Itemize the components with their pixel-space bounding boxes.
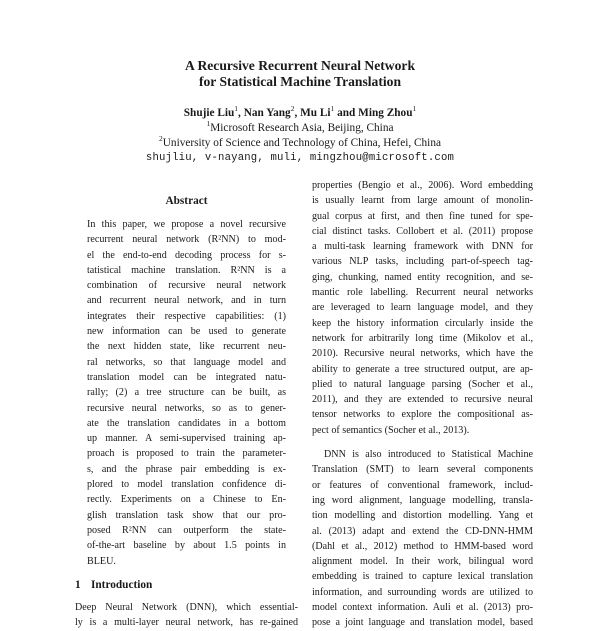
affiliation-1 [0,121,600,136]
text-line: ability to generate a tree structured output, are ap- [312,363,533,375]
text-line: recurrent neural network (R²NN) to mod- [87,234,286,246]
author-separator: and [334,107,359,119]
text-line: al. (2013) adapt and extend the CD-DNN-HMM [312,525,533,537]
text-line: keep the history information circularly inside the [312,317,533,329]
text-line: the next hidden state, like recurrent neu- [87,341,286,353]
author-affil-mark: 1 [330,104,335,114]
text-line: DNN is also introduced to Statistical Machine [324,449,533,461]
text-line: proach is proposed to train the parameter- [87,448,286,460]
text-line: ral networks, so that language model and [87,356,286,368]
author-separator: , [238,107,244,119]
text-line: (Dahl et al., 2012) method to HMM-based word [312,540,533,552]
text-line: 2011), and they are extended to recursive neural [312,394,533,406]
text-line: cial distinct tasks. Collobert et al. (2011) propose [312,225,533,237]
author-separator: , [294,107,301,119]
section-title: Introduction [91,578,153,591]
author-name: Nan Yang [243,107,291,119]
paragraph-1 [312,178,533,438]
text-line: and recurrent neural network, and in turn [87,295,286,307]
text-line: integrates their respective capabilities: (1) [87,310,286,322]
text-line: model context information. Auli et al. (2013) pro- [312,602,533,614]
text-line: rectly. Experiments on a Chinese to En- [87,494,286,506]
paragraph-gap [312,438,533,447]
text-line: is usually learnt from large amount of monolin- [312,195,533,207]
text-line: mantic role labelling. Recurrent neural networks [312,287,533,299]
text-line: gual corpus at first, and then fine tuned for spe- [312,210,533,222]
affil-text: Microsoft Research Asia, Beijing, China [210,122,394,134]
text-line: ging, chunking, named entity recognition, and se- [312,271,533,283]
text-line: s, and the phrase pair embedding is ex- [87,463,286,475]
right-column [312,178,533,631]
text-line: tensor networks to explore the compositional as- [312,409,533,421]
affil-mark: 2 [159,134,163,144]
introduction-body [75,600,298,631]
author-name: Shujie Liu [183,107,235,119]
text-line: or features of conventional framework, includ- [312,479,533,491]
text-line: embedding is trained to capture lexical translation [312,571,533,583]
text-line: In this paper, we propose a novel recursive [87,219,286,230]
text-line: information, and surrounding words are utilized to [312,586,533,598]
text-line: posed R²NN can outperform the state- [87,524,286,536]
author-affil-mark: 2 [290,104,295,114]
section-heading-introduction [75,577,298,593]
text-line: plored to model translation confidence di- [87,479,286,491]
text-line: el the end-to-end decoding process for s- [87,249,286,261]
text-line: rally; (2) a tree structure can be built, as [87,387,286,399]
author-name: Mu Li [300,107,331,119]
author-block [0,106,600,166]
affil-text: University of Science and Technology of China, Hefei, China [162,137,441,149]
affiliation-2 [0,136,600,151]
text-line: BLEU. [87,555,116,567]
title-line-1: A Recursive Recurrent Neural Network [184,58,416,73]
text-line: pose a joint language and translation model, based [312,617,533,629]
abstract-heading: Abstract [165,195,208,207]
text-line: up manner. A semi-supervised training ap- [87,433,286,445]
author-names [0,106,600,121]
text-line: translation model can be integrated natu- [87,371,286,383]
text-line: recursive neural networks, so as to gener- [87,402,286,414]
text-line: ing word alignment, language modelling, transla- [312,494,533,506]
author-affil-mark: 1 [234,104,239,114]
text-line: tion modelling and distortion modelling. Yang et [312,510,533,522]
text-line: Deep Neural Network (DNN), which essential- [75,601,298,613]
affil-mark: 1 [206,119,211,129]
paper-title [0,58,600,90]
paragraph-2 [312,447,533,631]
section-number: 1 [75,578,81,591]
text-line: network for arbitrarily long time (Mikolov et al., [312,332,533,344]
text-line: alignment model. In their work, bilingual word [312,556,533,568]
text-line: ly is a multi-layer neural network, has re-gained [75,617,298,629]
text-line: plied to natural language parsing (Socher et al., [312,378,533,390]
author-affil-mark: 1 [412,104,417,114]
text-line: tatistical machine translation. R²NN is a [87,264,286,276]
text-line: various NLP tasks, including part-of-speech tag- [312,256,533,268]
title-line-2: for Statistical Machine Translation [198,74,401,89]
author-name: Ming Zhou [358,107,413,119]
text-line: glish translation task show that our pro- [87,509,286,521]
text-line: new information can be used to generate [87,326,286,338]
text-line: pect of semantics (Socher et al., 2013). [312,424,470,436]
left-column [75,193,298,630]
abstract-body [75,217,298,569]
text-line: are leveraged to learn language model, and they [312,302,533,314]
text-line: of-the-art baseline by about 1.5 points in [87,540,286,552]
text-line: 2010). Recursive neural networks, which have the [312,348,533,360]
text-line: a multi-task learning framework with DNN for [312,241,533,253]
text-line: combination of recursive neural network [87,280,286,292]
text-line: ate the translation candidates in a bottom [87,417,286,429]
author-emails: shujliu, v-nayang, muli, mingzhou@microsoft.com [145,152,455,164]
text-line: Translation (SMT) to learn several components [312,464,533,476]
text-line: properties (Bengio et al., 2006). Word embedding [312,180,533,191]
